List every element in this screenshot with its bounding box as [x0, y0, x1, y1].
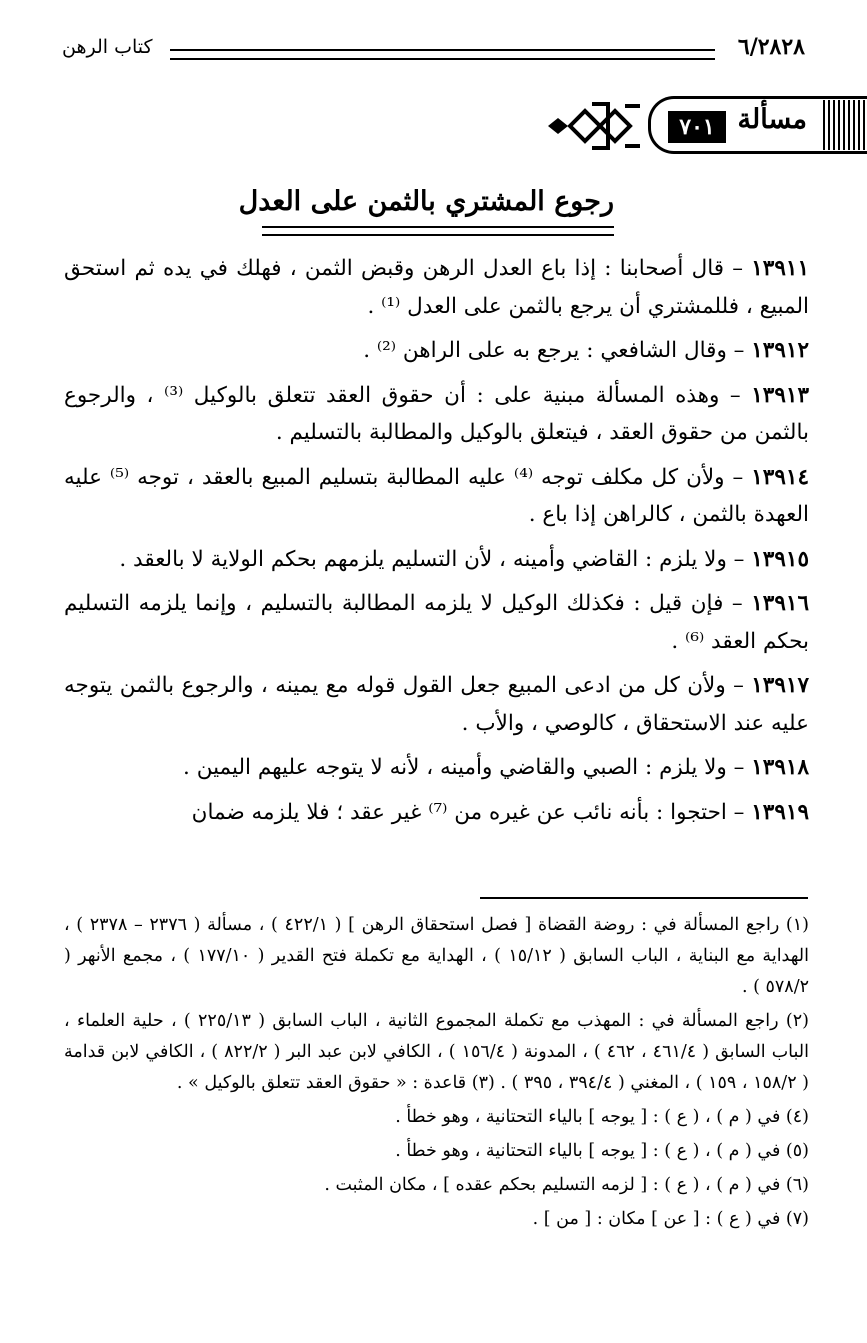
paragraph — [64, 459, 809, 534]
footnote: (٦) في ( م ) ، ( ع ) : [ لزمه التسليم بحكم عقده ] ، مكان المثبت . — [324, 1175, 809, 1195]
paragraph-text: – فإن قيل : فكذلك الوكيل لا يلزمه المطالبة بالتسليم ، وإنما يلزمه التسليم بحكم العقد ⁽⁶⁾ . — [64, 591, 809, 654]
paragraph-number: ١٣٩١١ — [751, 256, 809, 281]
paragraph-number: ١٣٩١٤ — [751, 464, 809, 490]
footnote: (٤) في ( م ) ، ( ع ) : [ يوجه ] بالياء التحتانية ، وهو خطأ . — [395, 1107, 809, 1127]
ornament-icon — [540, 96, 660, 156]
paragraph-text: – ولا يلزم : الصبي والقاضي وأمينه ، لأنه لا يتوجه عليهم اليمين . — [183, 755, 752, 780]
paragraph — [64, 794, 809, 832]
paragraph-number: ١٣٩١٩ — [751, 799, 809, 825]
paragraph-text: – احتجوا : بأنه نائب عن غيره من ⁽⁷⁾ غير عقد ؛ فلا يلزمه ضمان — [191, 799, 752, 825]
page-title: رجوع المشتري بالثمن على العدل — [238, 186, 614, 217]
footnote: (١) راجع المسألة في : روضة القضاة [ فصل استحقاق الرهن ] ( ٤٢٢/١ ) ، مسألة ( ٢٣٧٦ – ٢٣٧٨ ) ، الهداية مع البناية ، الباب السابق ( ١٥/١٢ ) ، الهداية مع تكملة فتح القدير ( ١٧٧/١٠ ) ، مجمع الأنهر ( ٥٧٨/٢ ) . — [64, 915, 809, 997]
paragraph-text: – وهذه المسألة مبنية على : أن حقوق العقد تتعلق بالوكيل ⁽³⁾ ، والرجوع بالثمن من حقوق العقد ، فيتعلق بالوكيل والمطالبة بالتسليم . — [64, 382, 809, 445]
paragraph-text: – وقال الشافعي : يرجع به على الراهن ⁽²⁾ . — [363, 338, 752, 363]
paragraph — [64, 332, 809, 370]
paragraph-number: ١٣٩١٣ — [751, 382, 809, 408]
footnote: (٧) في ( ع ) : [ عن ] مكان : [ من ] . — [532, 1209, 809, 1229]
paragraph — [64, 377, 809, 452]
body-text — [64, 250, 809, 838]
paragraph — [64, 541, 809, 579]
paragraph-number: ١٣٩١٧ — [751, 673, 809, 698]
paragraph — [64, 667, 809, 742]
paragraph — [64, 250, 809, 325]
paragraph-number: ١٣٩١٢ — [751, 338, 809, 363]
paragraph-text: – ولأن كل مكلف توجه ⁽⁴⁾ عليه المطالبة بتسليم المبيع بالعقد ، توجه ⁽⁵⁾ عليه العهدة بالثمن ، كالراهن إذا باع . — [64, 464, 809, 527]
page-number: ٦/٢٨٢٨ — [737, 34, 805, 60]
banner-hatch — [823, 100, 867, 150]
paragraph-text: – قال أصحابنا : إذا باع العدل الرهن وقبض الثمن ، فهلك في يده ثم استحق المبيع ، فللمشتري أن يرجع بالثمن على العدل ⁽¹⁾ . — [64, 256, 809, 319]
title-rule — [262, 226, 614, 236]
book-title: كتاب الرهن — [62, 36, 153, 58]
paragraph-number: ١٣٩١٦ — [751, 591, 809, 616]
paragraph — [64, 749, 809, 787]
paragraph-text: – ولأن كل من ادعى المبيع جعل القول قوله مع يمينه ، والرجوع بالثمن يتوجه عليه عند الاستحقاق ، كالوصي ، والأب . — [64, 673, 809, 736]
paragraph-number: ١٣٩١٥ — [751, 546, 809, 572]
paragraph-number: ١٣٩١٨ — [751, 755, 809, 780]
footnote-rule — [480, 897, 808, 899]
paragraph — [64, 585, 809, 660]
footnotes — [64, 910, 809, 1238]
footnote: (٥) في ( م ) ، ( ع ) : [ يوجه ] بالياء التحتانية ، وهو خطأ . — [395, 1141, 809, 1161]
paragraph-text: – ولا يلزم : القاضي وأمينه ، لأن التسليم يلزمهم بحكم الولاية لا بالعقد . — [119, 546, 752, 572]
masala-label: مسألة — [737, 104, 807, 135]
masala-number: ٧٠١ — [668, 111, 726, 143]
header-rule — [170, 49, 715, 60]
footnote: (٢) راجع المسألة في : المهذب مع تكملة المجموع الثانية ، الباب السابق ( ٢٢٥/١٣ ) ، حلية العلماء ، الباب السابق ( ٤٦١/٤ ، ٤٦٢ ) ، المدونة ( ١٥٦/٤ ) ، الكافي لابن عبد البر ( ٨٢٢/٢ ) ، الكافي لابن قدامة ( ١٥٨/٢ ، ١٥٩ ) ، المغني ( ٣٩٤/٤ ، ٣٩٥ ) . (٣) قاعدة : « حقوق العقد تتعلق بالوكيل » . — [64, 1011, 809, 1093]
